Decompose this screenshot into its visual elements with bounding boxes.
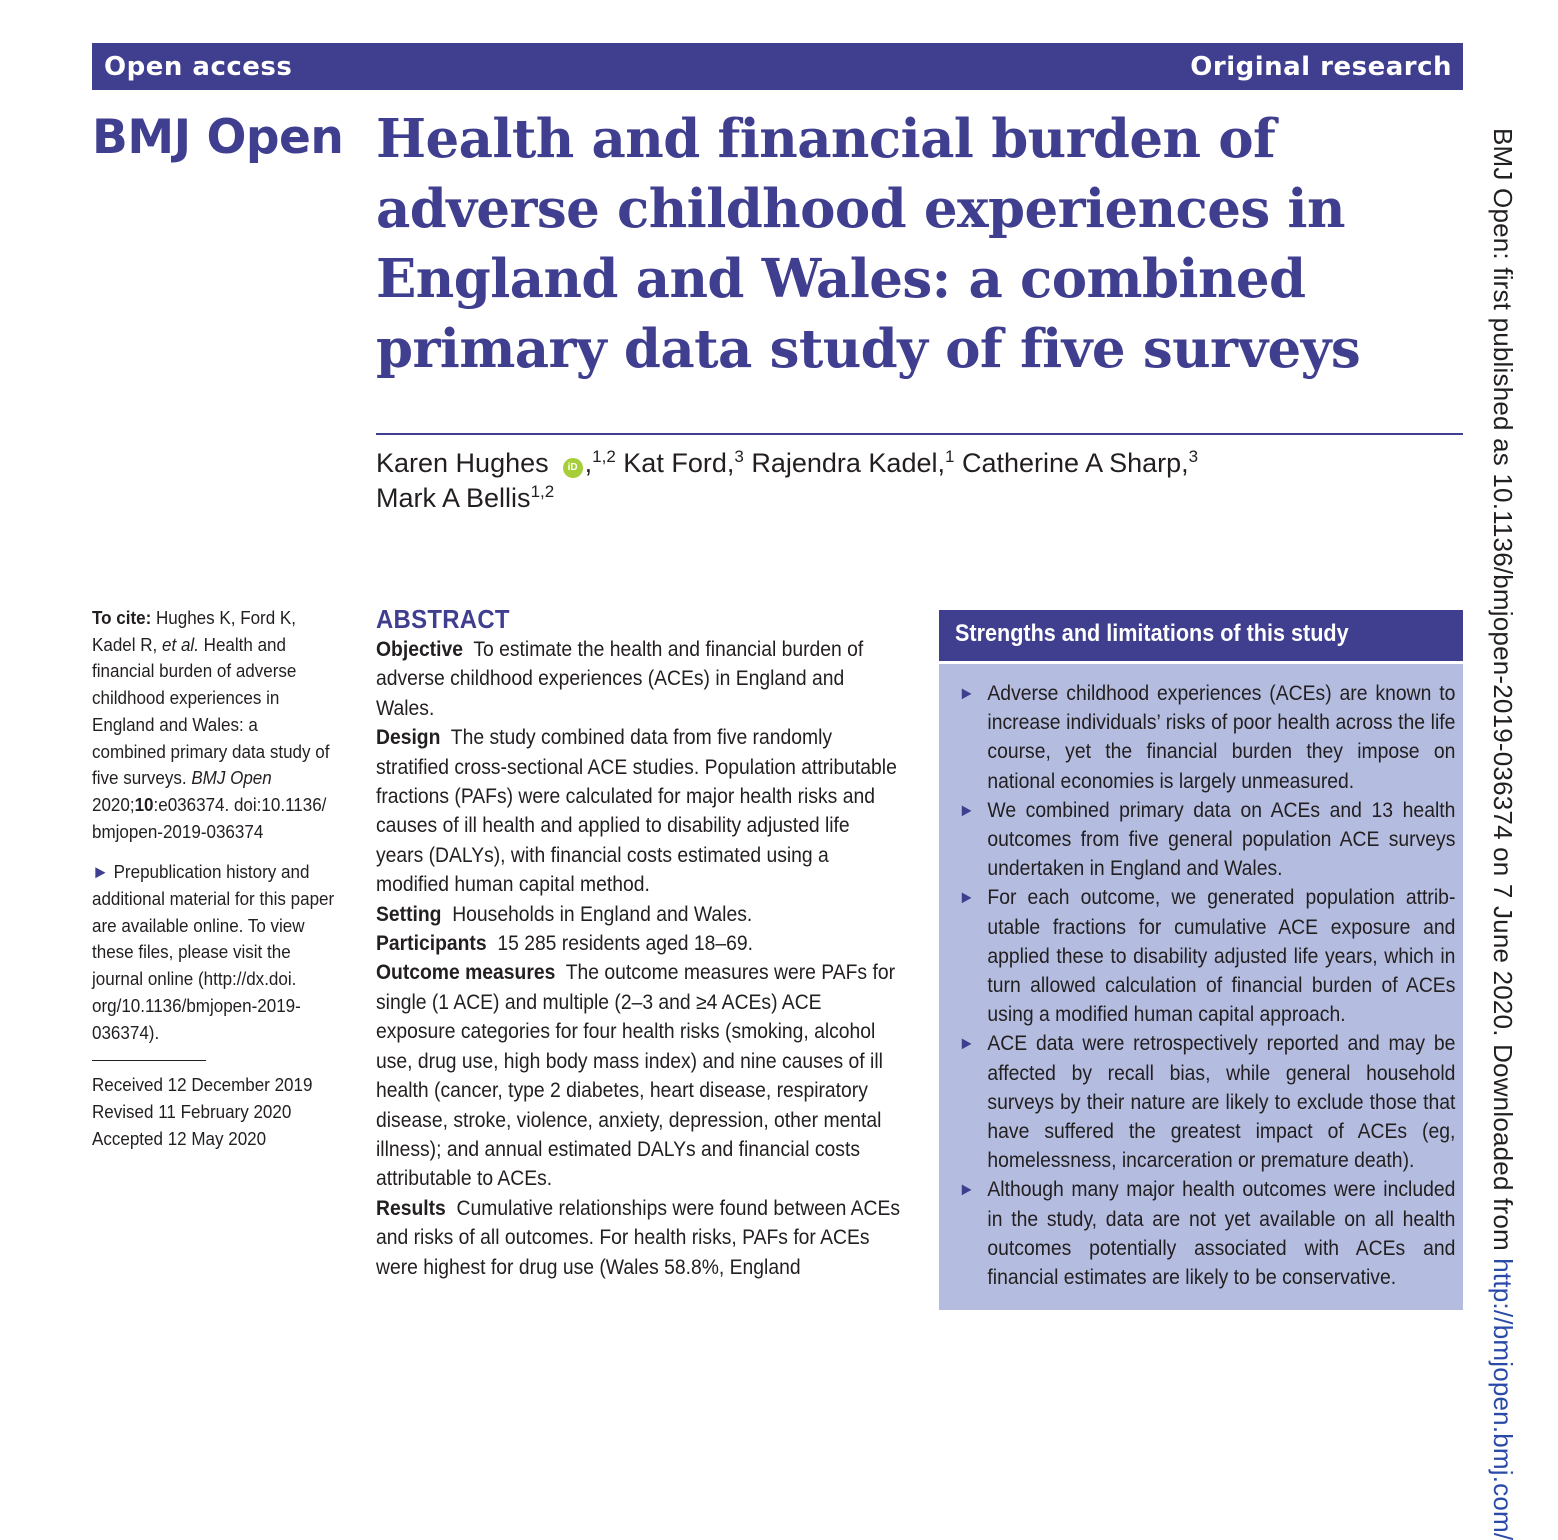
section-label: Outcome measures bbox=[376, 961, 556, 985]
bullet-arrow-icon: ► bbox=[958, 1179, 975, 1200]
author-name: Rajendra Kadel bbox=[751, 448, 938, 478]
section-label: Objective bbox=[376, 638, 463, 661]
sidebar-divider bbox=[92, 1060, 206, 1061]
abstract-section bbox=[376, 1194, 900, 1282]
revised-date: Revised 11 February 2020 bbox=[92, 1100, 292, 1122]
abstract-section bbox=[376, 929, 900, 958]
cite-doi[interactable]: :e036374. doi:10.1136/ bmjopen-2019-036374 bbox=[92, 793, 327, 842]
bullet-arrow-icon: ► bbox=[958, 1033, 975, 1054]
strengths-heading-bar bbox=[939, 610, 1463, 664]
bullet-arrow-icon: ► bbox=[958, 683, 975, 703]
abstract-section bbox=[376, 958, 900, 1193]
bullet-arrow-icon: ► bbox=[92, 861, 109, 883]
section-label: Participants bbox=[376, 932, 487, 956]
side-note-text: BMJ Open: first published as 10.1136/bmjopen-2019-036374 on 7 June 2020. Downloaded from bbox=[1488, 128, 1518, 1259]
bullet-arrow-icon: ► bbox=[958, 887, 975, 908]
list-item bbox=[955, 679, 1455, 796]
author-name: Mark A Bellis bbox=[376, 483, 531, 513]
citation bbox=[92, 605, 335, 845]
header-bar bbox=[92, 43, 1463, 90]
author-affiliation: 3 bbox=[1188, 447, 1199, 466]
list-item-text: We combined primary data on ACEs and 13 health outcomes from five general population ACE surveys undertaken in England and Wales. bbox=[987, 797, 1456, 881]
author-name: Kat Ford bbox=[623, 448, 727, 478]
author-affiliation: 3 bbox=[734, 447, 744, 466]
side-publication-note bbox=[1487, 128, 1518, 1540]
abstract-section bbox=[376, 723, 900, 899]
cite-authors: Hughes K, Ford K, Kadel R, bbox=[92, 607, 297, 655]
section-text: Households in England and Wales. bbox=[452, 902, 753, 926]
cite-label: To cite: bbox=[92, 607, 152, 628]
author-name: Karen Hughes bbox=[376, 448, 549, 478]
open-access-label: Open access bbox=[104, 52, 293, 82]
list-item bbox=[955, 883, 1455, 1029]
journal-logo: BMJ Open bbox=[92, 110, 344, 165]
strengths-list bbox=[955, 679, 1455, 1292]
list-item-text: Adverse childhood experiences (ACEs) are known to increase individuals’ risks of poor health across the life course, yet the financial burden they impose on national economies is largely unmeasured. bbox=[987, 681, 1456, 793]
accepted-date: Accepted 12 May 2020 bbox=[92, 1127, 267, 1149]
section-text: The outcome measures were PAFs for single (1 ACE) and multiple (2–3 and ≥4 ACEs) ACE exposure categories for four health risks (smoking, alcohol use, drug use, high body mass index) and nine causes of ill health (cancer, type 2 diabetes, heart disease, respiratory disease, stroke, violence, anxiety, depression, other mental illness); and annual estimated DALYs and financial costs attributable to ACEs. bbox=[376, 961, 896, 1191]
list-item-text: For each outcome, we generated population attributable fractions for cumulative ACE exposure and applied these to disability adjusted life years, which in turn allowed calculation of financial burden of ACEs using a modified human capital approach. bbox=[987, 885, 1456, 1027]
prepublication-text[interactable]: Prepublication history and additional material for this paper are available online. To view these files, please visit the journal online (http://dx.doi. org/10.1136/bmjopen-2019- 036374). bbox=[92, 861, 335, 1043]
list-item bbox=[955, 1029, 1455, 1175]
side-note-link[interactable]: http://bmjopen.bmj.com/ bbox=[1488, 1258, 1518, 1540]
abstract-section bbox=[376, 900, 900, 929]
list-item-text: Although many major health outcomes were included in the study, data are not yet available on all health outcomes potentially associated with ACEs and financial estimates are likely to be conservative. bbox=[987, 1177, 1456, 1290]
section-label: Design bbox=[376, 726, 441, 750]
section-label: Results bbox=[376, 1196, 446, 1220]
cite-journal: BMJ Open bbox=[191, 767, 272, 789]
section-text: 15 285 residents aged 18–69. bbox=[497, 932, 754, 956]
strengths-heading: Strengths and limitations of this study bbox=[955, 620, 1349, 647]
bullet-arrow-icon: ► bbox=[958, 799, 975, 820]
article-title: Health and financial burden of adverse childhood experiences in England and Wales: a combined primary data study of five surveys bbox=[376, 108, 1361, 380]
section-text: Cumulative relationships were found between ACEs and risks of all outcomes. For health risks, PAFs for ACEs were highest for drug use (Wales 58.8%, England bbox=[376, 1196, 901, 1279]
author-list: Karen Hughes iD ,$^{1,2}$ Kat Ford,$^3$ Rajendra Kadel,$^1$ Catherine A Sharp,$^3$ Mark A Bellis$^{1,2}$ bbox=[376, 447, 1199, 513]
title-divider bbox=[376, 433, 1463, 435]
prepublication-note bbox=[92, 859, 335, 1046]
abstract-heading: ABSTRACT bbox=[376, 604, 510, 634]
author-affiliation: 1,2 bbox=[530, 482, 555, 501]
section-text: To estimate the health and financial burden of adverse childhood experiences (ACEs) in England and Wales. bbox=[376, 638, 864, 720]
section-text: The study combined data from five randomly stratified cross-sectional ACE studies. Population attributable fractions (PAFs) were calculated for major health risks and causes of ill health and applied to disability adjusted life years (DALYs), with financial costs estimated using a modified human capital method. bbox=[376, 726, 897, 897]
cite-etal: et al. bbox=[162, 633, 199, 655]
received-date: Received 12 December 2019 bbox=[92, 1074, 313, 1096]
cite-year: 2020; bbox=[92, 793, 135, 815]
abstract bbox=[376, 603, 900, 1282]
list-item bbox=[955, 1175, 1455, 1292]
author-affiliation: 1,2 bbox=[592, 447, 616, 466]
abstract-section bbox=[376, 635, 900, 723]
strengths-limitations-box bbox=[939, 610, 1463, 1310]
list-item bbox=[955, 796, 1455, 884]
author-affiliation: 1 bbox=[945, 447, 955, 466]
orcid-icon[interactable]: iD bbox=[563, 458, 583, 478]
list-item-text: ACE data were retrospectively reported and may be affected by recall bias, while general household surveys by their nature are likely to exclude those that have suffered the greatest impact of ACEs (eg, homelessness, incarceration or premature death). bbox=[987, 1031, 1456, 1173]
section-label: Setting bbox=[376, 902, 442, 926]
author-name: Catherine A Sharp bbox=[961, 448, 1182, 478]
cite-title: Health and financial burden of adverse childhood experiences in England and Wales: a combined primary data study of five surveys. bbox=[92, 633, 330, 789]
article-type-label: Original research bbox=[1190, 52, 1452, 82]
cite-volume: 10 bbox=[134, 793, 154, 815]
sidebar bbox=[92, 605, 335, 1152]
